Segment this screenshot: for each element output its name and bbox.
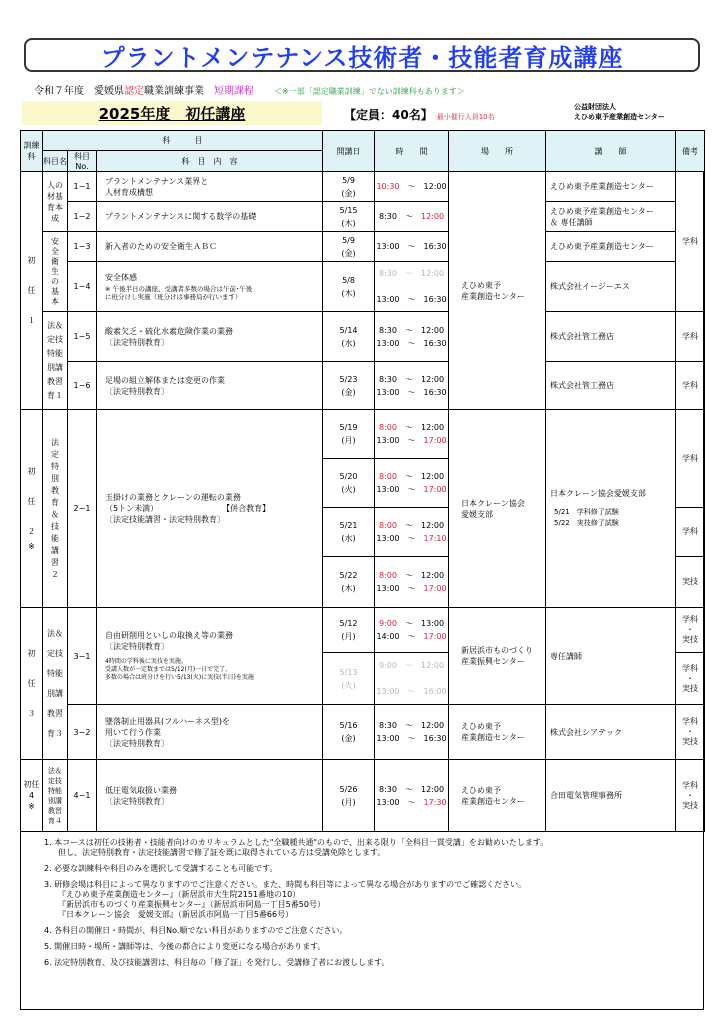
header-jikan: 時 間 — [375, 131, 449, 172]
note-3a: 『えひめ東予産業創造センター』（新居浜市大生院2151番地の10） — [58, 890, 301, 899]
exam-2: 5/22 実技修了試験 — [554, 519, 619, 527]
subject-no: 1−6 — [68, 362, 97, 410]
time-cell: 9:00 〜 12:00 13:00 〜 16:00 — [375, 653, 449, 705]
biko-cell: 学科 — [676, 508, 705, 557]
note-5: 5. 開催日時・場所・講師等は、今後の都合により変更になる場合があります。 — [44, 942, 326, 951]
table-row — [21, 312, 705, 362]
date-cell: 5/15 (木) — [323, 202, 375, 232]
title-banner — [24, 38, 700, 72]
time-cell: 8:30 〜 12:00 13:00 〜 16:30 — [375, 362, 449, 410]
teacher-cell: 合田電気管理事務所 — [546, 760, 676, 832]
time-end: 〜 12:00 — [404, 472, 445, 481]
place-cell: えひめ東予 産業創造センター — [449, 760, 546, 832]
note-6: 6. 法定特別教育、及び技能講習は、科目毎の「修了証」を発行し、受講修了者にお渡しします。 — [44, 958, 390, 967]
biko-cell: 学科 — [676, 172, 705, 312]
subject-content: プラントメンテナンスに関する数学の基礎 — [97, 202, 323, 232]
date-cell: 5/22 (木) — [323, 557, 375, 608]
subject-no: 1−3 — [68, 232, 97, 262]
date-cell: 5/9 (金) — [323, 232, 375, 262]
biko-cell: 学科 ・ 実技 — [676, 760, 705, 832]
subject-content: 酸素欠乏・硫化水素危険作業の業務 〔法定特別教育〕 — [97, 312, 323, 362]
time-cell — [375, 508, 449, 557]
date-cell: 5/13 (火) — [323, 653, 375, 705]
time-end: 17:00 — [423, 485, 447, 494]
header-koshi: 講 師 — [546, 131, 676, 172]
subject-no: 1−2 — [68, 202, 97, 232]
teacher-cell: えひめ東予産業創造センター — [546, 172, 676, 202]
time-start: 14:00 〜 — [376, 632, 416, 641]
year-title-bar — [22, 101, 322, 125]
teacher-cell: 株式会社管工務店 — [546, 362, 676, 410]
min-people: 最小催行人員10名 — [436, 113, 495, 121]
time-end: 17:30 — [423, 797, 447, 807]
subject-no: 1−4 — [68, 262, 97, 312]
page-title: プラントメンテナンス技術者・技能者育成講座 — [100, 43, 624, 72]
time-start: 10:30 — [376, 182, 400, 191]
time-end: 17:00 — [423, 632, 447, 641]
teacher-cell: 株式会社イージーエス — [546, 262, 676, 312]
notes-section — [44, 838, 684, 974]
subject-no: 1−5 — [68, 312, 97, 362]
place-cell: 新居浜市ものづくり 産業振興センター — [449, 608, 546, 705]
date-cell: 5/14 (水) — [323, 312, 375, 362]
teacher-name: 日本クレーン協会愛媛支部 — [550, 489, 646, 498]
time-end: 〜 12:00 — [404, 571, 445, 580]
time-end: 12:00 — [423, 182, 447, 191]
date-cell: 5/26 (月) — [323, 760, 375, 832]
time-start: 8:00 — [379, 571, 397, 580]
header-kaikobi: 開講日 — [323, 131, 375, 172]
time-cell — [375, 202, 449, 232]
year-prefecture: 令和７年度 愛媛県 — [34, 86, 124, 97]
teacher-cell: 株式会社管工務店 — [546, 312, 676, 362]
subject-content: 足場の組立解体または変更の作業 〔法定特別教育〕 — [97, 362, 323, 410]
header-basho: 場 所 — [449, 131, 546, 172]
table-row — [21, 172, 705, 202]
date-cell: 5/12 (月) — [323, 608, 375, 653]
place-cell: えひめ東予 産業創造センター — [449, 705, 546, 760]
capacity-label: 【定員：40名】 — [344, 108, 433, 122]
time-start: 13:00 〜 — [376, 436, 416, 445]
teacher-cell: 専任講師 — [546, 608, 676, 705]
time-end: 〜 13:00 — [404, 619, 445, 628]
date-cell: 5/20 (火) — [323, 459, 375, 508]
biko-cell: 実技 — [676, 557, 705, 608]
time-start: 13:00 〜 — [376, 485, 416, 494]
teacher-cell: えひめ東予産業創造センター ＆ 専任講師 — [546, 202, 676, 232]
time-start: 9:00 — [379, 619, 397, 628]
subject-no: 3−1 — [68, 608, 97, 705]
time-start: 13:00 〜 — [376, 797, 416, 807]
time-cell — [375, 608, 449, 653]
header-naiyo: 科 目 内 容 — [97, 151, 323, 172]
note-1a: 1. 本コースは初任の技術者・技能者向けのカリキュラムとした"全職種共通"のもので、出来る限り「全科目一貫受講」をお勧めいたします。 — [44, 838, 549, 847]
header-kamokumei: 科目名 — [43, 151, 68, 172]
subject-hotei3: 法＆ 定技 特能 別講 教習 育３ — [43, 608, 68, 760]
group-shonin1: 初 任 １ — [21, 172, 43, 410]
note-3-main: 3. 研修会場は科目によって異なりますのでご注意ください。また、時間も科目等によって異なる場合がありますのでご確認ください。 — [44, 880, 527, 889]
time-cell: 8:30 〜 12:00 13:00 〜 16:30 — [375, 705, 449, 760]
org-line-2: えひめ東予産業創造センター — [574, 113, 665, 121]
time-am: 8:30 〜 12:00 — [379, 784, 445, 794]
time-cell — [375, 557, 449, 608]
content-note: 4時間の学科後に実技を実施。 受講人数が一定数までは5/12(月)一日で完了、 多数の場合は班分けを行い5/13(火)に実技(半日)を実施 — [105, 658, 254, 681]
biko-cell: 学科 ・ 実技 — [676, 705, 705, 760]
subject-content: プラントメンテナンス業界と 人材育成構想 — [97, 172, 323, 202]
project-label: 職業訓練事業 — [144, 86, 204, 97]
group-shonin3: 初 任 ３ — [21, 608, 43, 760]
table-row — [21, 262, 705, 312]
note-1b: 但し、法定特別教育・法定技能講習で修了証を既に取得されている方は受講免除とします。 — [58, 848, 386, 857]
table-row — [21, 362, 705, 410]
subtitle-line — [34, 82, 465, 97]
nintei-label: 認定 — [124, 86, 144, 97]
header-biko: 備考 — [676, 131, 705, 172]
place-cell: えひめ東予 産業創造センター — [449, 172, 546, 410]
subject-anzen: 安 全 衛 生 の 基 本 — [43, 232, 68, 312]
biko-cell: 学科 ・ 実技 — [676, 653, 705, 705]
time-end: 17:00 — [423, 584, 447, 593]
teacher-cell — [546, 410, 676, 608]
time-cell — [375, 760, 449, 832]
content-note: ※ 午後半日の講座、受講者多数の場合は午前･午後 に班分けし実施（班分けは事務局が行います） — [105, 285, 253, 301]
group-shonin2: 初 任 ２ ※ — [21, 410, 43, 608]
date-cell: 5/8 (木) — [323, 262, 375, 312]
time-cell: 13:00 〜 16:30 — [375, 232, 449, 262]
time-start: 8:00 — [379, 521, 397, 530]
time-grey: 8:30 〜 12:00 — [379, 269, 445, 278]
header-kamoku-no: 科目No. — [68, 151, 97, 172]
date-cell: 5/16 (金) — [323, 705, 375, 760]
time-sep: 〜 — [407, 182, 416, 191]
date-cell: 5/19 (月) — [323, 410, 375, 459]
subject-no: 3−2 — [68, 705, 97, 760]
time-start: 8:00 — [379, 472, 397, 481]
short-course-label: 短期課程 — [214, 86, 254, 97]
time-cell — [375, 172, 449, 202]
subject-no: 2−1 — [68, 410, 97, 608]
time-cell — [375, 262, 449, 312]
biko-cell: 学科 ・ 実技 — [676, 608, 705, 653]
org-line-1: 公益財団法人 — [574, 103, 616, 111]
teacher-cell: えひめ東予産業創造センター — [546, 232, 676, 262]
time-end: 〜 12:00 — [404, 521, 445, 530]
subject-no: 4−1 — [68, 760, 97, 832]
date-cell: 5/9 (金) — [323, 172, 375, 202]
header-kunrenka: 訓練科 — [21, 131, 43, 172]
time-start: 13:00 〜 — [376, 584, 416, 593]
time-end: 17:10 — [423, 534, 447, 543]
subject-content: 低圧電気取扱い業務 〔法定特別教育〕 — [97, 760, 323, 832]
time-start: 13:00 〜 — [376, 534, 416, 543]
subject-hotei2: 法 定 特 別 教 育 ＆ 技 能 講 習 ２ — [43, 410, 68, 608]
table-row — [21, 705, 705, 760]
teacher-cell: 株式会社シアテック — [546, 705, 676, 760]
note-3 — [44, 880, 684, 920]
subject-content: 玉掛けの業務とクレーンの運転の業務 （5トン未満） 【併合教育】 〔法定技能講習・法定特別教育〕 — [97, 410, 323, 608]
organizer — [574, 102, 665, 122]
table-row — [21, 232, 705, 262]
biko-cell: 学科 — [676, 410, 705, 508]
place-cell: 日本クレーン協会 愛媛支部 — [449, 410, 546, 608]
subject-content: 墜落制止用器具(フルハーネス型)を 用いて行う作業 〔法定特別教育〕 — [97, 705, 323, 760]
subject-jinzai: 人の 材基 育本 成 — [43, 172, 68, 232]
subject-hotei1: 法＆ 定技 特能 別講 教習 育１ — [43, 312, 68, 410]
note-1 — [44, 838, 684, 858]
subject-content: 新入者のための安全衛生ＡＢＣ — [97, 232, 323, 262]
table-row — [21, 608, 705, 653]
exam-1: 5/21 学科修了試験 — [554, 508, 619, 516]
note-4: 4. 各科目の開催日・時間が、科目No.順でない科目がありますのでご注意ください。 — [44, 926, 348, 935]
time-start: 8:30 — [379, 212, 397, 221]
subject-no: 1−1 — [68, 172, 97, 202]
time-main: 13:00 〜 16:30 — [376, 295, 447, 304]
time-sep: 〜 — [404, 212, 413, 221]
content-title: 自由研削用といしの取換え等の業務 〔法定特別教育〕 — [105, 631, 233, 651]
time-end: 〜 12:00 — [404, 423, 445, 432]
exam-list — [550, 507, 675, 529]
time-cell: 8:30 〜 12:00 13:00 〜 16:30 — [375, 312, 449, 362]
biko-cell: 学科 — [676, 312, 705, 362]
time-start: 8:00 — [379, 423, 397, 432]
time-end: 12:00 — [420, 212, 445, 221]
subtitle-note: ＜※一部「認定職業訓練」でない訓練科もあります＞ — [274, 87, 465, 96]
schedule-table — [20, 130, 705, 832]
capacity — [344, 106, 495, 123]
note-3b: 『新居浜市ものづくり産業振興センター』（新居浜市阿島一丁目5番50号） — [58, 900, 325, 909]
group-shonin4: 初任 4 ※ — [21, 760, 43, 832]
table-row — [21, 202, 705, 232]
subject-content — [97, 262, 323, 312]
content-title: 安全体感 — [105, 273, 137, 282]
table-row — [21, 760, 705, 832]
table-row — [21, 410, 705, 459]
subject-content — [97, 608, 323, 705]
time-cell — [375, 459, 449, 508]
year-title: 2025年度 初任講座 — [98, 104, 246, 123]
date-cell: 5/21 (水) — [323, 508, 375, 557]
time-cell — [375, 410, 449, 459]
note-2: 2. 必要な訓練科や科目のみを選択して受講することも可能です。 — [44, 864, 278, 873]
subject-hotei4: 法＆ 定技 特能 別講 教習 育４ — [43, 760, 68, 832]
date-cell: 5/23 (金) — [323, 362, 375, 410]
biko-cell: 学科 — [676, 362, 705, 410]
header-kamoku: 科 目 — [43, 131, 323, 151]
note-3c: 『日本クレーン協会 愛媛支部』（新居浜市阿島一丁目5番66号） — [58, 910, 294, 919]
time-end: 17:00 — [423, 436, 447, 445]
